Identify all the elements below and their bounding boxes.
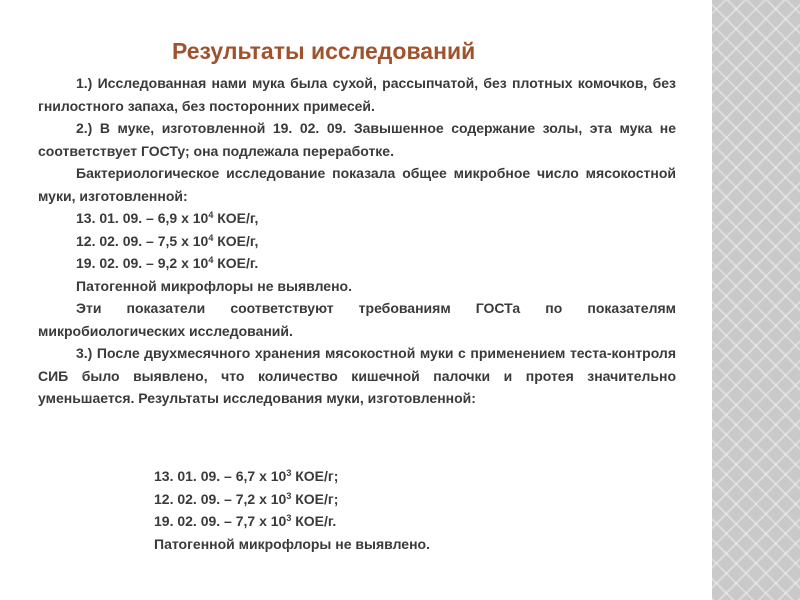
paragraph-conformity: Эти показатели соответствуют требованиям ГОСТа по показателям микробиологических исследований.	[38, 300, 676, 339]
paragraph-ash-content: 2.) В муке, изготовленной 19. 02. 09. Завышенное содержание золы, эта мука не соответствует ГОСТу; она подлежала переработке.	[38, 120, 676, 159]
paragraph-flour-quality: 1.) Исследованная нами мука была сухой, рассыпчатой, без плотных комочков, без гнилостного запаха, без посторонних примесей.	[38, 75, 676, 114]
storage-results	[154, 465, 430, 555]
count-line: 13. 01. 09. – 6,9 х $10^4$ КОЕ/г,	[76, 210, 259, 226]
result-line: 19. 02. 09. – 7,7 х $10^3$ КОЕ/г.	[154, 513, 337, 529]
decorative-side-band	[712, 0, 800, 600]
count-line: 19. 02. 09. – 9,2 х $10^4$ КОЕ/г.	[76, 255, 259, 271]
result-line: 12. 02. 09. – 7,2 х $10^3$ КОЕ/г;	[154, 490, 339, 507]
page-title: Результаты исследований	[172, 38, 476, 64]
paragraph-bacteriology: Бактериологическое исследование показала общее микробное число мясокостной муки, изготовленной:	[38, 165, 676, 204]
count-line: 12. 02. 09. – 7,5 х $10^4$ КОЕ/г,	[76, 232, 259, 249]
findings-text	[38, 72, 676, 410]
paragraph-storage-test: 3.) После двухмесячного хранения мясокостной муки с применением теста-контроля СИБ было выявлено, что количество кишечной палочки и протея значительно уменьшается. Результаты исследования муки, изготовленной:	[38, 345, 676, 406]
final-note: Патогенной микрофлоры не выявлено.	[154, 535, 430, 552]
result-line: 13. 01. 09. – 6,7 х $10^3$ КОЕ/г;	[154, 468, 339, 484]
paragraph-no-pathogens: Патогенной микрофлоры не выявлено.	[76, 277, 352, 294]
